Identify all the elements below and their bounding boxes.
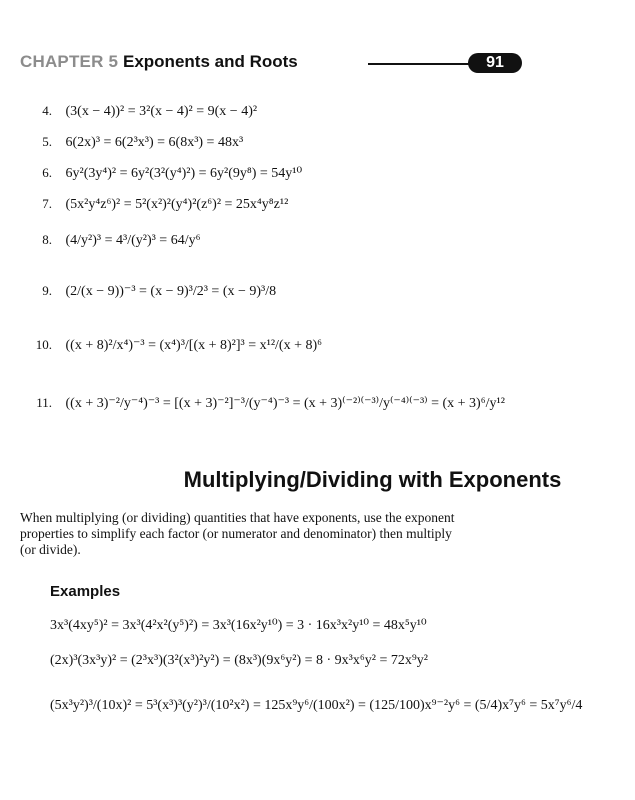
problem-equation: (4/y²)³ = 4³/(y²)³ = 64/y⁶ bbox=[65, 233, 201, 248]
example-equation: (2x)³(3x³y)² = (2³x³)(3²(x³)²y²) = (8x³)(9x⁶y²) = 8 · 9x³x⁶y² = 72x⁹y² bbox=[50, 653, 428, 668]
problem-5 bbox=[30, 134, 243, 151]
problem-9 bbox=[30, 283, 276, 300]
problem-equation: 6(2x)³ = 6(2³x³) = 6(8x³) = 48x³ bbox=[65, 135, 244, 150]
problem-number: 5. bbox=[42, 134, 52, 149]
problem-4 bbox=[30, 103, 257, 120]
example-equation: 3x³(4xy⁵)² = 3x³(4²x²(y⁵)²) = 3x³(16x²y¹⁰) = 3 · 16x³x²y¹⁰ = 48x⁵y¹⁰ bbox=[50, 618, 427, 633]
section-title-text: Multiplying/Dividing with Exponents bbox=[183, 467, 562, 492]
page-header bbox=[20, 52, 530, 76]
page-number-badge: 91 bbox=[468, 53, 522, 73]
problem-number: 6. bbox=[42, 165, 52, 180]
intro-paragraph: When multiplying (or dividing) quantities that have exponents, use the exponent properties to simplify each factor (or numerator and denominator) then multiply (or divide). bbox=[20, 510, 455, 557]
problem-10 bbox=[30, 337, 322, 354]
example-equation: (5x³y²)³/(10x)² = 5³(x³)³(y²)³/(10²x²) = 125x⁹y⁶/(100x²) = (125/100)x⁹⁻²y⁶ = (5/4)x⁷y⁶ = 5x⁷y⁶/4 bbox=[50, 698, 583, 713]
section-title bbox=[0, 467, 635, 493]
example-2 bbox=[50, 653, 428, 669]
problem-7 bbox=[30, 196, 288, 213]
header-rule bbox=[368, 63, 478, 65]
examples-heading: Examples bbox=[50, 583, 121, 600]
problem-equation: 6y²(3y⁴)² = 6y²(3²(y⁴)²) = 6y²(9y⁸) = 54y¹⁰ bbox=[65, 166, 303, 181]
example-3 bbox=[50, 697, 582, 714]
problem-6 bbox=[30, 165, 302, 182]
problem-equation: (5x²y⁴z⁶)² = 5²(x²)²(y⁴)²(z⁶)² = 25x⁴y⁸z¹² bbox=[65, 197, 289, 212]
problem-11 bbox=[30, 395, 505, 412]
problem-number: 7. bbox=[42, 196, 52, 211]
problem-number: 9. bbox=[42, 283, 52, 298]
chapter-label: CHAPTER 5 bbox=[20, 52, 119, 71]
problem-number: 4. bbox=[42, 103, 52, 118]
problem-number: 10. bbox=[35, 337, 52, 352]
problem-equation: ((x + 3)⁻²/y⁻⁴)⁻³ = [(x + 3)⁻²]⁻³/(y⁻⁴)⁻³ = (x + 3)⁽⁻²⁾⁽⁻³⁾/y⁽⁻⁴⁾⁽⁻³⁾ = (x + 3)⁶/y¹² bbox=[65, 396, 505, 411]
problem-equation: ((x + 8)²/x⁴)⁻³ = (x⁴)³/[(x + 8)²]³ = x¹²/(x + 8)⁶ bbox=[65, 338, 323, 353]
example-1 bbox=[50, 617, 427, 634]
problem-equation: (2/(x − 9))⁻³ = (x − 9)³/2³ = (x − 9)³/8 bbox=[65, 284, 277, 299]
problem-8 bbox=[30, 232, 200, 249]
problem-number: 8. bbox=[42, 232, 52, 247]
problem-number: 11. bbox=[36, 395, 52, 410]
problem-equation: (3(x − 4))² = 3²(x − 4)² = 9(x − 4)² bbox=[65, 104, 258, 119]
chapter-title: Exponents and Roots bbox=[123, 52, 298, 71]
